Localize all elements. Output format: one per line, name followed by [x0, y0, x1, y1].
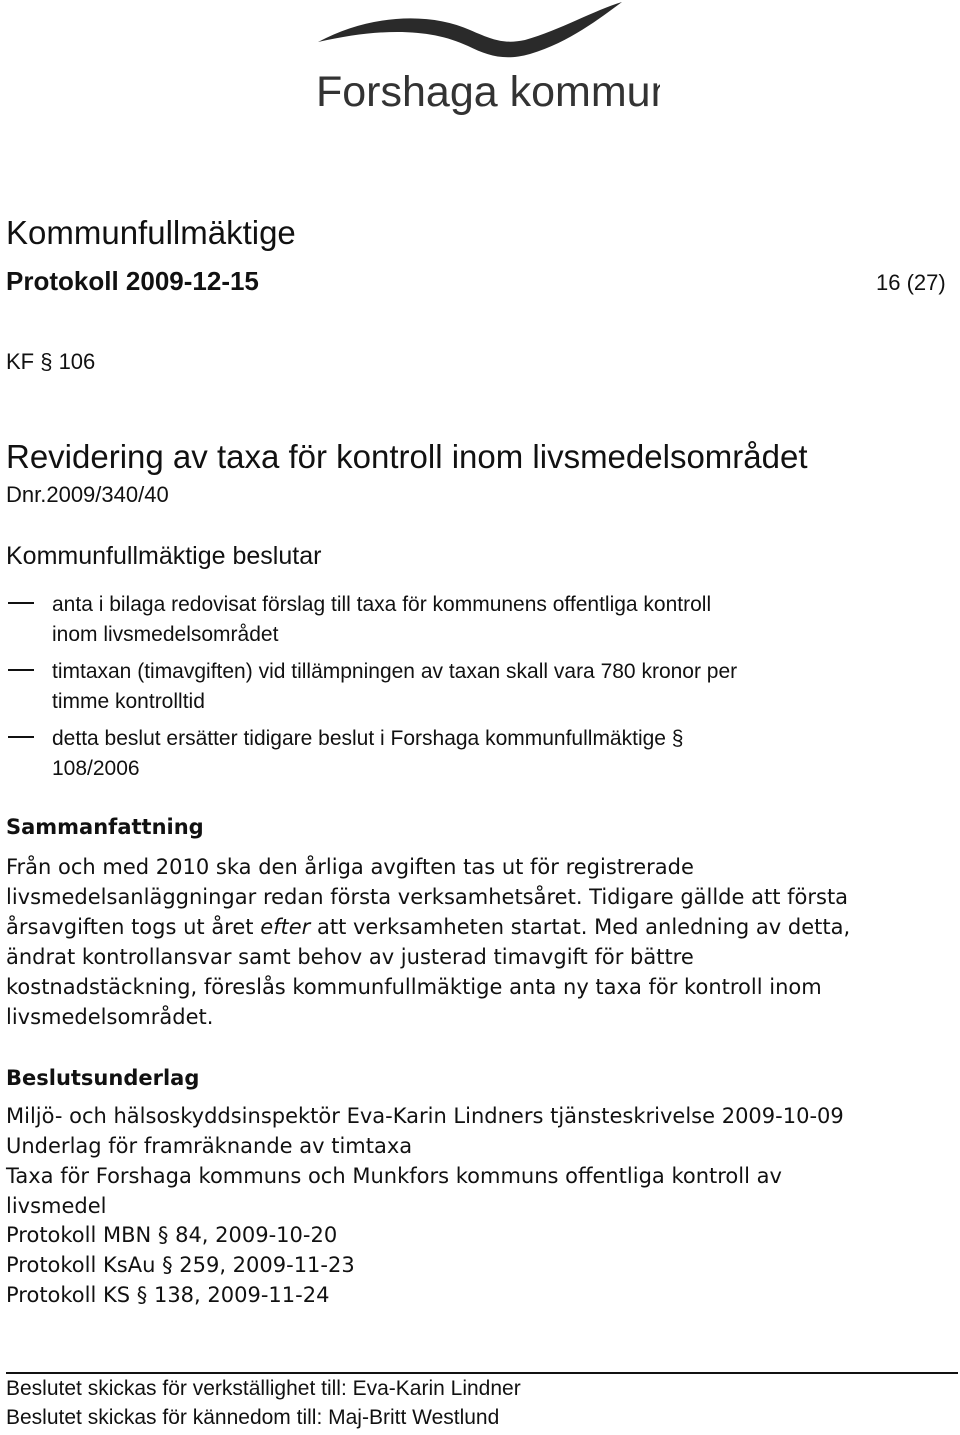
- basis-line-1: Miljö- och hälsoskyddsinspektör Eva-Karin Lindners tjänsteskrivelse 2009-10-09: [6, 1104, 844, 1128]
- decision-item-1-line2: inom livsmedelsområdet: [52, 623, 279, 646]
- decision-item-3-line2: 108/2006: [52, 757, 140, 780]
- dnr-number: Dnr.2009/340/40: [6, 482, 169, 507]
- decision-item-3-line1: detta beslut ersätter tidigare beslut i Forshaga kommunfullmäktige §: [52, 727, 684, 750]
- basis-line-2: Underlag för framräknande av timtaxa: [6, 1134, 413, 1158]
- page-number: 16 (27): [876, 270, 946, 295]
- summary-line-3-end: att verksamheten startat. Med anledning av detta,: [310, 915, 851, 939]
- dash-bullet-icon: [8, 669, 34, 671]
- logo-text: Forshaga kommun: [316, 68, 660, 116]
- summary-emphasis: efter: [260, 915, 311, 939]
- basis-line-7: Protokoll KS § 138, 2009-11-24: [6, 1283, 330, 1307]
- basis-line-4: livsmedel: [6, 1194, 107, 1218]
- dash-bullet-icon: [8, 602, 34, 604]
- logo-swoosh-icon: [300, 0, 660, 120]
- summary-line-4: ändrat kontrollansvar samt behov av justerad timavgift för bättre: [6, 945, 694, 969]
- basis-heading: Beslutsunderlag: [6, 1066, 200, 1090]
- summary-line-3-start: årsavgiften togs ut året: [6, 915, 261, 939]
- basis-line-6: Protokoll KsAu § 259, 2009-11-23: [6, 1253, 355, 1277]
- forshaga-kommun-logo: [300, 0, 660, 120]
- basis-line-5: Protokoll MBN § 84, 2009-10-20: [6, 1223, 338, 1247]
- basis-line-3: Taxa för Forshaga kommuns och Munkfors kommuns offentliga kontroll av: [6, 1164, 782, 1188]
- summary-line-2: livsmedelsanläggningar redan första verksamhetsåret. Tidigare gällde att första: [6, 885, 849, 909]
- summary-heading: Sammanfattning: [6, 815, 204, 839]
- summary-line-5: kostnadstäckning, föreslås kommunfullmäktige anta ny taxa för kontroll inom: [6, 975, 822, 999]
- header-org: Kommunfullmäktige: [6, 214, 296, 251]
- decision-item-2-line2: timme kontrolltid: [52, 690, 205, 713]
- decision-item-2-line1: timtaxan (timavgiften) vid tillämpningen av taxan skall vara 780 kronor per: [52, 660, 738, 683]
- summary-line-1: Från och med 2010 ska den årliga avgiften tas ut för registrerade: [6, 855, 694, 879]
- footer-execution: Beslutet skickas för verkställighet till: Eva-Karin Lindner: [6, 1377, 521, 1400]
- summary-line-6: livsmedelsområdet.: [6, 1005, 214, 1029]
- decision-heading: Kommunfullmäktige beslutar: [6, 542, 322, 570]
- paragraph-ref: KF § 106: [6, 349, 96, 374]
- summary-line-3: [6, 912, 850, 942]
- page-title: Revidering av taxa för kontroll inom livsmedelsområdet: [6, 438, 808, 475]
- header-protocol: Protokoll 2009-12-15: [6, 266, 259, 296]
- footer-divider: [6, 1372, 958, 1374]
- dash-bullet-icon: [8, 736, 34, 738]
- footer-information: Beslutet skickas för kännedom till: Maj-Britt Westlund: [6, 1406, 500, 1429]
- decision-item-1-line1: anta i bilaga redovisat förslag till taxa för kommunens offentliga kontroll: [52, 593, 712, 616]
